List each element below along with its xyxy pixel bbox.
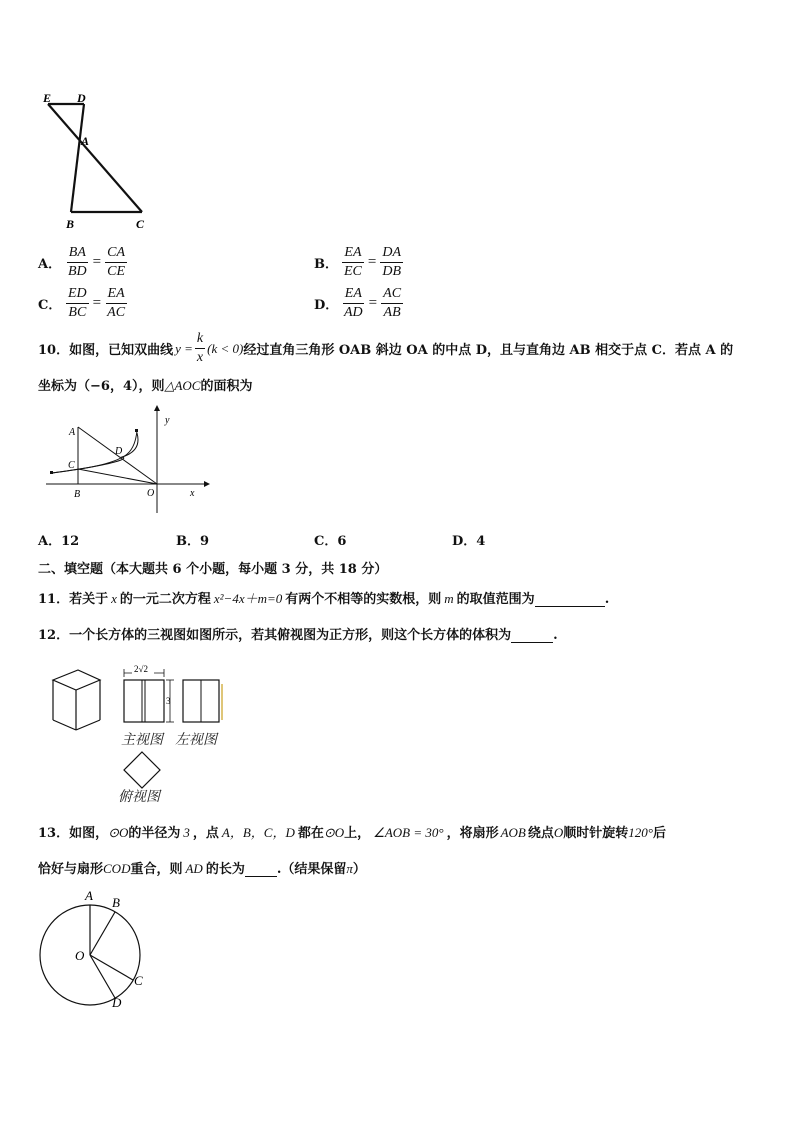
q10-option-d[interactable]: D．4 bbox=[452, 534, 486, 549]
fig9-label-e: E bbox=[43, 91, 52, 105]
fig10-label-d: D bbox=[115, 446, 123, 457]
q9-option-b[interactable]: B． $\frac{EA}{EC}$ = $\frac{DA}{DB}$ bbox=[314, 245, 402, 279]
q9-figure bbox=[38, 88, 158, 236]
q11-answer-blank[interactable] bbox=[535, 594, 605, 607]
q10-figure bbox=[42, 405, 212, 515]
fig10-label-o: O bbox=[147, 488, 155, 499]
q10-option-b[interactable]: B．9 bbox=[176, 534, 210, 549]
q9-option-a[interactable]: A． $\frac{BA}{BD}$ = $\frac{CA}{CE}$ bbox=[38, 245, 126, 279]
fig10-label-y: y bbox=[165, 415, 170, 426]
fig10-label-b: B bbox=[74, 489, 81, 500]
fig9-label-c: C bbox=[136, 217, 145, 231]
fig13-label-c: C bbox=[134, 973, 143, 988]
q12-dim-side: 3 bbox=[166, 696, 171, 706]
q9-option-d[interactable]: D． $\frac{EA}{AD}$ = $\frac{AC}{AB}$ bbox=[314, 286, 402, 320]
fig10-label-x: x bbox=[190, 488, 195, 499]
q12-question: 12．一个长方体的三视图如图所示，若其俯视图为正方形，则这个长方体的体积为 . bbox=[38, 628, 558, 643]
q13-figure bbox=[30, 885, 170, 1010]
fig13-label-a: A bbox=[85, 888, 93, 903]
fig9-label-b: B bbox=[66, 217, 75, 231]
q12-dim-top: 2√2 bbox=[134, 664, 148, 674]
fig13-label-d: D bbox=[112, 995, 122, 1010]
q10-question-line1: 10．如图，已知双曲线 y = $\frac{k}{x}$ (k < 0) 经过直角三角形 OAB 斜边 OA 的中点 D，且与直角边 AB 相交于点 C．若点 A 的 bbox=[38, 331, 734, 365]
fig10-label-a: A bbox=[69, 427, 76, 438]
q10-question-line2: 坐标为（−6，4），则△AOC的面积为 bbox=[38, 378, 253, 394]
q10-option-c[interactable]: C．6 bbox=[314, 534, 347, 549]
q12-left-caption: 左视图 bbox=[175, 733, 217, 748]
fig9-label-a: A bbox=[81, 134, 90, 148]
arc-ad: AD bbox=[185, 861, 203, 876]
q12-answer-blank[interactable] bbox=[511, 630, 553, 643]
q13-question-line2: 恰好与扇形COD重合，则 AD 的长为 .（结果保留π） bbox=[38, 861, 366, 877]
fig13-label-b: B bbox=[112, 895, 120, 910]
section-heading: 二、填空题（本大题共 6 个小题，每小题 3 分，共 18 分） bbox=[38, 562, 388, 577]
q9-option-c[interactable]: C． $\frac{ED}{BC}$ = $\frac{EA}{AC}$ bbox=[38, 286, 126, 320]
q13-question-line1: 13．如图，⊙O的半径为 3 ，点 A，B，C，D 都在⊙O上， ∠AOB = 30° ，将扇形 AOB 绕点O顺时针旋转120°后 bbox=[38, 825, 667, 841]
fig10-label-c: C bbox=[68, 460, 75, 471]
q10-option-a[interactable]: A．12 bbox=[38, 534, 80, 549]
q12-front-caption: 主视图 bbox=[121, 733, 163, 748]
q12-top-caption: 俯视图 bbox=[118, 790, 160, 805]
q11-question: 11．若关于 x 的一元二次方程 x²−4x＋m=0 有两个不相等的实数根，则 m 的取值范围为 . bbox=[38, 591, 610, 607]
fig9-label-d: D bbox=[77, 91, 86, 105]
fig13-label-o: O bbox=[75, 948, 85, 963]
q13-answer-blank[interactable] bbox=[245, 864, 277, 877]
